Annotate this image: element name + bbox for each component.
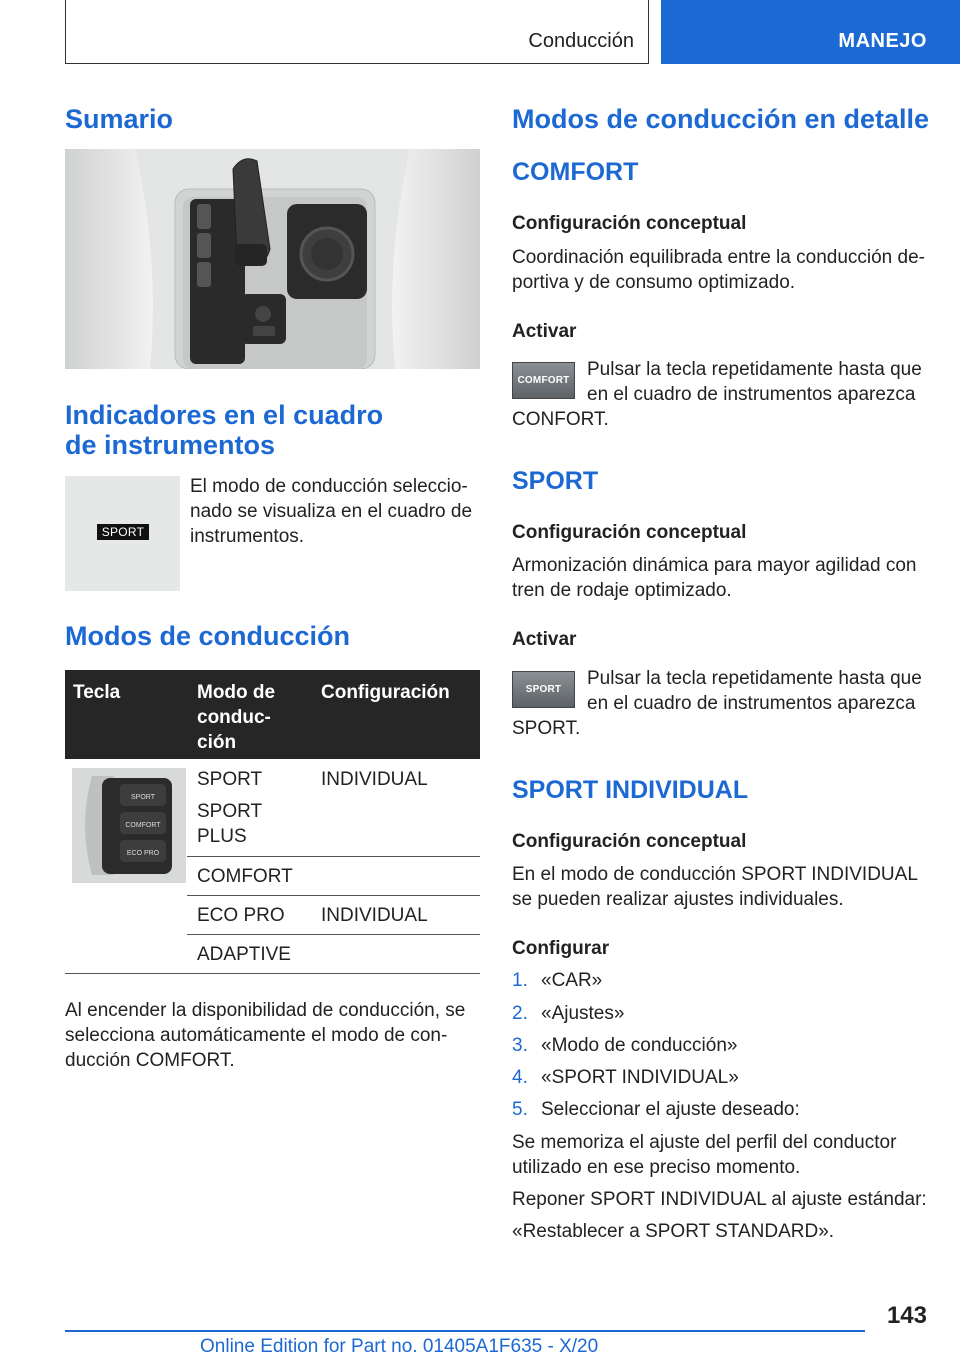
heading-indicadores-2: de instrumentos xyxy=(65,430,276,460)
driving-mode-switch-image xyxy=(72,768,186,883)
sport-sub-configuracion: Configuración conceptual xyxy=(512,522,747,543)
individual-reset-2: «Restablecer a SPORT STANDARD». xyxy=(512,1221,835,1242)
step-number: 2. xyxy=(512,1003,528,1024)
step-number: 4. xyxy=(512,1067,528,1088)
table-row-5-modo: ADAPTIVE xyxy=(197,944,291,965)
table-header-modo-2: conduc- xyxy=(197,707,271,728)
indicadores-text-1: El modo de conducción seleccio- xyxy=(190,476,468,497)
individual-sub-configurar: Configurar xyxy=(512,938,610,959)
bottom-text-3: ducción COMFORT. xyxy=(65,1050,235,1071)
table-header-modo-1: Modo de xyxy=(197,682,276,703)
table-divider xyxy=(187,934,480,935)
header-section-title: Conducción xyxy=(528,30,634,52)
table-bottom-rule xyxy=(65,973,480,974)
comfort-text-1: Coordinación equilibrada entre la conducción de- xyxy=(512,247,925,268)
switch-label-ecopro: ECO PRO xyxy=(126,850,160,857)
bottom-text-2: selecciona automáticamente el modo de con- xyxy=(65,1025,448,1046)
sport-activar-3: SPORT. xyxy=(512,718,581,739)
header-chapter-title: MANEJO xyxy=(838,30,927,52)
individual-after-1: Se memoriza el ajuste del perfil del conductor xyxy=(512,1132,897,1153)
heading-sumario: Sumario xyxy=(65,104,174,134)
comfort-activar-3: CONFORT. xyxy=(512,409,609,430)
heading-sport-individual: SPORT INDIVIDUAL xyxy=(512,776,749,804)
cluster-display-image xyxy=(65,476,180,591)
comfort-key-label: COMFORT xyxy=(517,375,570,386)
footer-edition: Online Edition for Part no. 01405A1F635 - X/20 xyxy=(200,1336,599,1357)
table-divider xyxy=(187,895,480,896)
cluster-sport-badge: SPORT xyxy=(97,524,149,540)
table-header-modo-3: ción xyxy=(197,732,237,753)
sport-sub-activar: Activar xyxy=(512,629,577,650)
indicadores-text-3: instrumentos. xyxy=(190,526,305,547)
heading-indicadores-1: Indicadores en el cuadro xyxy=(65,400,384,430)
comfort-activar-1: Pulsar la tecla repetidamente hasta que xyxy=(587,359,922,380)
page-number: 143 xyxy=(886,1302,927,1329)
heading-modos: Modos de conducción xyxy=(65,621,351,651)
comfort-sub-activar: Activar xyxy=(512,321,577,342)
step-number: 5. xyxy=(512,1099,528,1120)
table-row-4-config: INDIVIDUAL xyxy=(321,905,428,926)
comfort-sub-configuracion: Configuración conceptual xyxy=(512,213,747,234)
individual-text-2: se pueden realizar ajustes individuales. xyxy=(512,889,844,910)
sport-key-label: SPORT xyxy=(525,684,562,695)
individual-reset-1: Reponer SPORT INDIVIDUAL al ajuste estándar: xyxy=(512,1189,927,1210)
sport-activar-1: Pulsar la tecla repetidamente hasta que xyxy=(587,668,922,689)
step-number: 3. xyxy=(512,1035,528,1056)
table-row-1-config: INDIVIDUAL xyxy=(321,769,428,790)
center-console-illustration xyxy=(65,149,480,369)
heading-sport: SPORT xyxy=(512,467,599,495)
individual-sub-configuracion: Configuración conceptual xyxy=(512,831,747,852)
table-row-3-modo: COMFORT xyxy=(197,866,293,887)
header-section-box xyxy=(65,0,649,64)
header-chapter-tab xyxy=(661,0,960,64)
step-text: Seleccionar el ajuste deseado: xyxy=(541,1099,800,1120)
center-console-photo xyxy=(65,149,480,369)
sport-key-image xyxy=(512,671,575,708)
table-header-tecla: Tecla xyxy=(73,682,121,703)
sport-text-2: tren de rodaje optimizado. xyxy=(512,580,732,601)
switch-label-sport: SPORT xyxy=(131,794,155,801)
table-row-2-modo-2: PLUS xyxy=(197,826,247,847)
step-text: «SPORT INDIVIDUAL» xyxy=(541,1067,739,1088)
step-number: 1. xyxy=(512,970,528,991)
step-text: «Modo de conducción» xyxy=(541,1035,738,1056)
step-text: «Ajustes» xyxy=(541,1003,625,1024)
table-header-config: Configuración xyxy=(321,682,450,703)
driving-mode-switch-illustration xyxy=(72,768,186,883)
comfort-text-2: portiva y de consumo optimizado. xyxy=(512,272,796,293)
footer-rule xyxy=(65,1330,865,1332)
sport-activar-2: en el cuadro de instrumentos aparezca xyxy=(587,693,916,714)
step-text: «CAR» xyxy=(541,970,603,991)
table-row-1-modo: SPORT xyxy=(197,769,263,790)
table-header xyxy=(65,670,480,759)
comfort-key-image xyxy=(512,362,575,399)
sport-text-1: Armonización dinámica para mayor agilidad con xyxy=(512,555,917,576)
individual-text-1: En el modo de conducción SPORT INDIVIDUAL xyxy=(512,864,918,885)
individual-after-2: utilizado en ese preciso momento. xyxy=(512,1157,801,1178)
heading-comfort: COMFORT xyxy=(512,158,639,186)
table-row-2-modo-1: SPORT xyxy=(197,801,263,822)
comfort-activar-2: en el cuadro de instrumentos aparezca xyxy=(587,384,916,405)
switch-label-comfort: COMFORT xyxy=(125,822,161,829)
table-row-4-modo: ECO PRO xyxy=(197,905,285,926)
table-divider xyxy=(187,856,480,857)
heading-modos-detalle: Modos de conducción en detalle xyxy=(512,104,930,134)
bottom-text-1: Al encender la disponibilidad de conducción, se xyxy=(65,1000,466,1021)
indicadores-text-2: nado se visualiza en el cuadro de xyxy=(190,501,473,522)
